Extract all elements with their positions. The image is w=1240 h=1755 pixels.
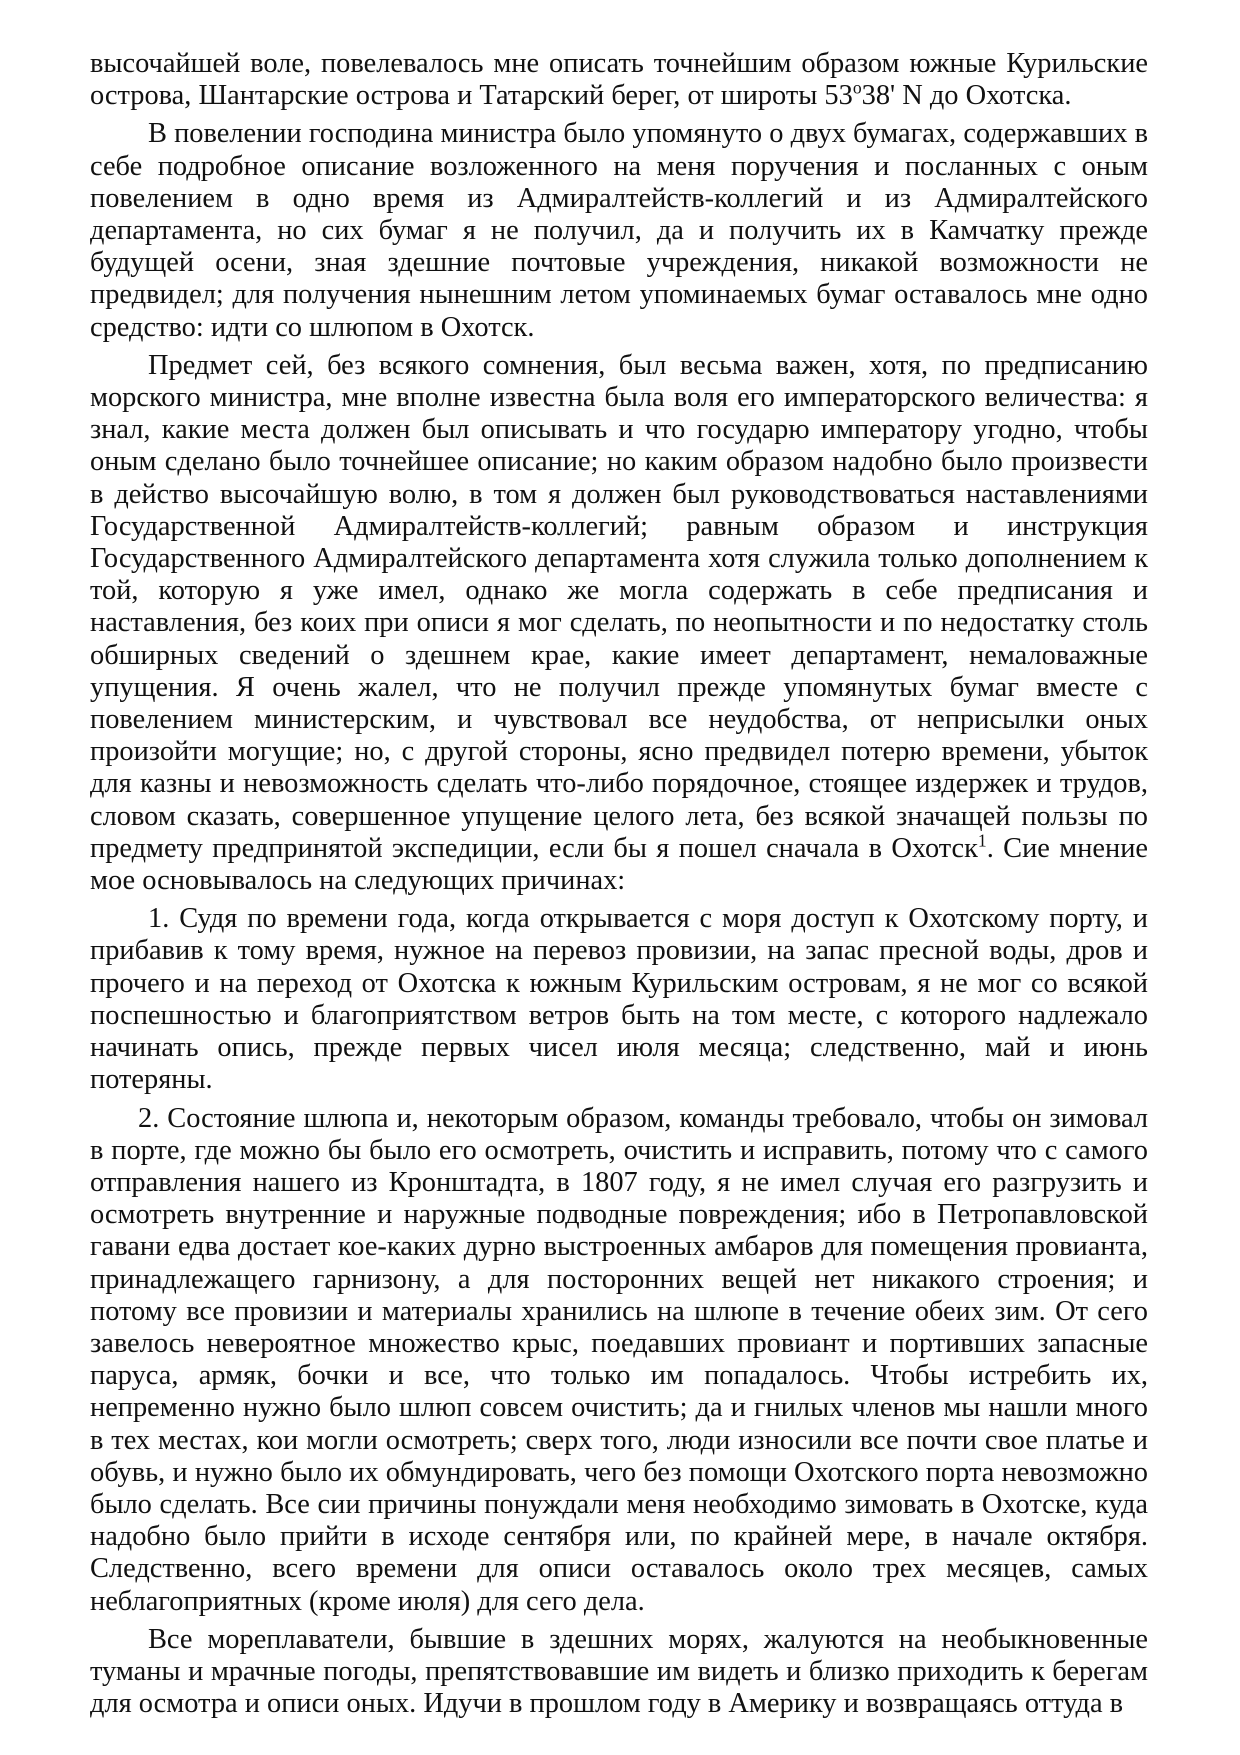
list-item-1: 1. Судя по времени года, когда открывается с моря доступ к Охотскому порту, и прибавив к тому время, нужное на перевоз провизии, на запас пресной воды, дров и прочего и на переход от Охотска к южным Курильским островам, я не мог со всякой поспешностью и благоприятством ветров быть на том месте, с которого надлежало начинать опись, прежде первых чисел июля месяца; следственно, май и июнь потеряны. [90,903,1148,1096]
paragraph-1-text: высочайшей воле, повелевалось мне описать точнейшим образом южные Курильские острова, Шантарские острова и Татарский берег, от широты 53 [90,48,1148,112]
paragraph-1-text-end: 38' N до Охотска. [861,80,1072,112]
paragraph-2: В повелении господина министра было упомянуто о двух бумагах, содержавших в себе подробное описание возложенного на меня поручения и посланных с оным повелением в одно время из Адмиралтейств-коллегий и из Адмиралтейского департамента, но сих бумаг я не получил, да и получить их в Камчатку прежде будущей осени, зная здешние почтовые учреждения, никакой возможности не предвидел; для получения нынешним летом упоминаемых бумаг оставалось мне одно средство: идти со шлюпом в Охотск. [90,118,1148,343]
paragraph-1 [90,48,1148,112]
document-page [90,48,1148,1720]
list-item-2: 2. Состояние шлюпа и, некоторым образом, команды требовало, чтобы он зимовал в порте, где можно бы было его осмотреть, очистить и исправить, потому что с самого отправления нашего из Кронштадта, в 1807 году, я не имел случая его разгрузить и осмотреть внутренние и наружные подводные повреждения; ибо в Петропавловской гавани едва достает кое-каких дурно выстроенных амбаров для помещения провианта, принадлежащего гарнизону, а для посторонних вещей нет никакого строения; и потому все провизии и материалы хранились на шлюпе в течение обеих зим. От сего завелось невероятное множество крыс, поедавших провиант и портивших запасные паруса, армяк, бочки и все, что только им попадалось. Чтобы истребить их, непременно нужно было шлюп совсем очистить; да и гнилых членов мы нашли много в тех местах, кои могли осмотреть; сверх того, люди износили все почти свое платье и обувь, и нужно было их обмундировать, чего без помощи Охотского порта невозможно было сделать. Все сии причины понуждали меня необходимо зимовать в Охотске, куда надобно было прийти в исходе сентября или, по крайней мере, в начале октября. Следственно, всего времени для описи оставалось около трех месяцев, самых неблагоприятных (кроме июля) для сего дела. [90,1102,1148,1617]
footnote-marker: 1 [977,830,987,851]
paragraph-6: Все мореплаватели, бывшие в здешних морях, жалуются на необыкновенные туманы и мрачные погоды, препятствовавшие им видеть и близко приходить к берегам для осмотра и описи оных. Идучи в прошлом году в Америку и возвращаясь оттуда в [90,1623,1148,1720]
paragraph-3 [90,350,1148,897]
paragraph-3-text-end: . Сие мнение мое основывалось на следующих причинах: [90,832,1148,897]
paragraph-3-text: Предмет сей, без всякого сомнения, был весьма важен, хотя, по предписанию морского министра, мне вполне известна была воля его императорского величества: я знал, какие места должен был описывать и что государю императору угодно, чтобы оным сделано было точнейшее описание; но каким образом надобно было произвести в действо высочайшую волю, в том я должен был руководствоваться наставлениями Государственной Адмиралтейств-коллегий; равным образом и инструкция Государственного Адмиралтейского департамента хотя служила только дополнением к той, которую я уже имел, однако же могла содержать в себе предписания и наставления, без коих при описи я мог сделать, по неопытности и по недостатку столь обширных сведений о здешнем крае, какие имеет департамент, немаловажные упущения. Я очень жалел, что не получил прежде упомянутых бумаг вместе с повелением министерским, и чувствовал все неудобства, от неприсылки оных произойти могущие; но, с другой стороны, ясно предвидел потерю времени, убыток для казны и невозможность сделать что-либо порядочное, стоящее издержек и трудов, словом сказать, совершенное упущение целого лета, без всякой значащей пользы по предмету предпринятой экспедиции, если бы я пошел сначала в Охотск [90,349,1148,864]
degree-mark: о [852,77,862,98]
